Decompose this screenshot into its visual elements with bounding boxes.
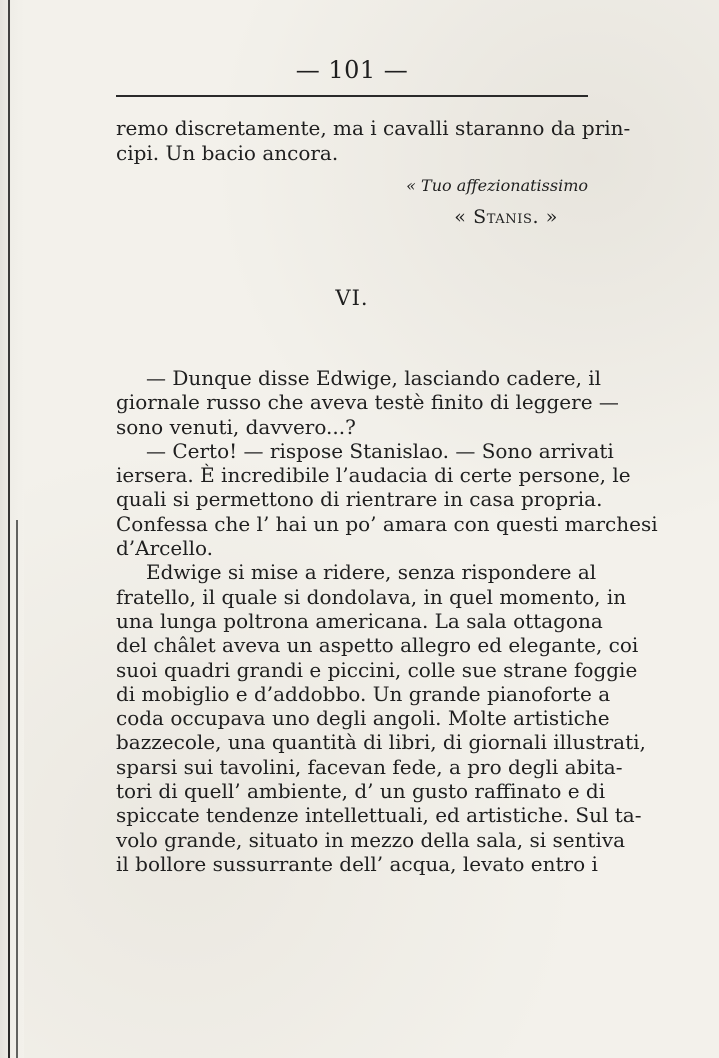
body-line-11: una lunga poltrona americana. La sala ottagona [116, 608, 603, 633]
body-line-20: volo grande, situato in mezzo della sala, si sentiva [116, 827, 626, 852]
body-line-3: sono venuti, davvero...? [116, 414, 356, 439]
body-line-9: Edwige si mise a ridere, senza rispondere al [146, 560, 597, 585]
page-number: — 101 — [295, 56, 409, 84]
page-spine-shadow [8, 0, 10, 1058]
body-line-18: tori di quell’ ambiente, d’ un gusto raffinato e di [116, 779, 606, 804]
header-rule [116, 95, 588, 97]
signature-line-2: « Stanis. » [454, 206, 558, 228]
body-line-19: spiccate tendenze intellettuali, ed artistiche. Sul ta- [116, 803, 642, 828]
intro-line-2: cipi. Un bacio ancora. [116, 141, 339, 165]
page-spine-shadow-secondary [16, 520, 18, 1058]
chapter-body-text [116, 366, 658, 876]
body-line-21: il bollore sussurrante dell’ acqua, levato entro i [116, 851, 598, 876]
body-line-10: fratello, il quale si dondolava, in quel momento, in [116, 584, 627, 609]
body-line-1: — Dunque disse Edwige, lasciando cadere, il [146, 366, 602, 390]
body-line-6: quali si permettono di rientrare in casa propria. [116, 487, 603, 512]
body-line-8: d’Arcello. [116, 536, 214, 561]
intro-line-1: remo discretamente, ma i cavalli staranno da prin- [116, 116, 631, 140]
chapter-title: VI. [335, 286, 369, 310]
body-line-14: di mobiglio e d’addobbo. Un grande pianoforte a [116, 681, 611, 706]
body-line-12: del châlet aveva un aspetto allegro ed elegante, coi [116, 633, 639, 658]
body-line-7: Confessa che l’ hai un po’ amara con questi marchesi [116, 511, 658, 536]
body-line-5: iersera. È incredibile l’audacia di certe persone, le [116, 463, 631, 488]
body-line-4: — Certo! — rispose Stanislao. — Sono arrivati [146, 438, 614, 463]
body-line-16: bazzecole, una quantità di libri, di giornali illustrati, [116, 730, 646, 755]
signature-line-1: « Tuo affezionatissimo [406, 176, 588, 195]
intro-text [116, 116, 631, 166]
page-binding-edge [0, 0, 24, 1058]
page-header [116, 58, 588, 82]
body-line-13: suoi quadri grandi e piccini, colle sue strane foggie [116, 657, 638, 682]
body-line-2: giornale russo che aveva testè finito di leggere — [116, 390, 619, 415]
body-line-17: sparsi sui tavolini, facevan fede, a pro degli abita- [116, 754, 623, 779]
body-line-15: coda occupava uno degli angoli. Molte artistiche [116, 706, 610, 731]
